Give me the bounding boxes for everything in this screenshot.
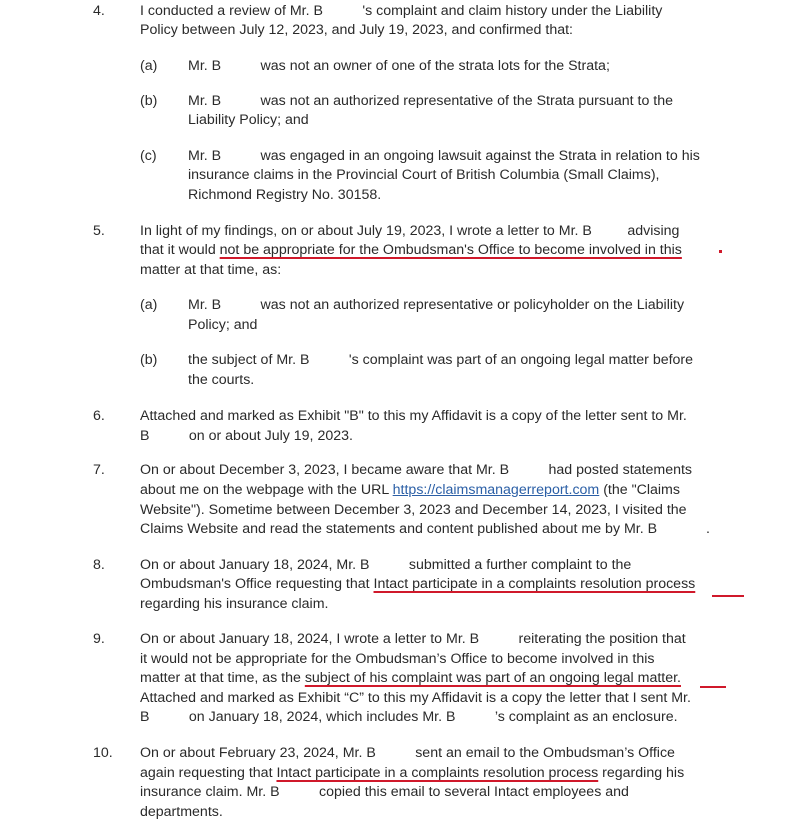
paragraph-text: Policy between July 12, 2023, and July 19, 2023, and confirmed that: xyxy=(140,22,573,38)
subitem-label: (b) xyxy=(140,93,158,109)
subitem-text: Richmond Registry No. 30158. xyxy=(188,187,382,203)
paragraph-text xyxy=(140,764,684,784)
paragraph-number: 6. xyxy=(93,408,105,424)
paragraph-text xyxy=(140,241,682,261)
subitem-label: (c) xyxy=(140,148,157,164)
plain-text: (the "Claims xyxy=(599,482,680,498)
plain-text: regarding his xyxy=(598,765,685,781)
plain-text: Ombudsman's Office requesting that xyxy=(140,576,374,592)
paragraph-number: 9. xyxy=(93,631,105,647)
paragraph-text xyxy=(140,669,681,689)
subitem-text: Mr. B was not an owner of one of the strata lots for the Strata; xyxy=(188,58,610,74)
paragraph-text: On or about February 23, 2024, Mr. B sent an email to the Ombudsman’s Office xyxy=(140,745,675,761)
paragraph-number: 4. xyxy=(93,3,105,19)
red-underline-extension xyxy=(700,686,726,688)
subitem-label: (a) xyxy=(140,58,158,74)
subitem-text: Mr. B was not an authorized representative or policyholder on the Liability xyxy=(188,297,685,313)
paragraph-text: . xyxy=(706,521,710,537)
plain-text: again requesting that xyxy=(140,765,277,781)
paragraph-number: 5. xyxy=(93,223,105,239)
underlined-text: not be appropriate for the Ombudsman's Office to become involved in this xyxy=(219,242,682,258)
subitem-text: Mr. B was engaged in an ongoing lawsuit against the Strata in relation to his xyxy=(188,148,700,164)
paragraph-text: it would not be appropriate for the Ombudsman’s Office to become involved in this xyxy=(140,651,655,667)
underlined-text: Intact participate in a complaints resolution process xyxy=(373,576,696,592)
paragraph-text: In light of my findings, on or about July 19, 2023, I wrote a letter to Mr. B advising xyxy=(140,223,680,239)
paragraph-number: 8. xyxy=(93,557,105,573)
paragraph-text: Website"). Sometime between December 3, 2023 and December 14, 2023, I visited the xyxy=(140,502,687,518)
paragraph-text: B on January 18, 2024, which includes Mr. B ’s complaint as an enclosure. xyxy=(140,709,678,725)
paragraph-number: 10. xyxy=(93,745,113,761)
claims-website-link[interactable]: https://claimsmanagerreport.com xyxy=(392,482,600,498)
paragraph-text: I conducted a review of Mr. B 's complaint and claim history under the Liability xyxy=(140,3,663,19)
underlined-text: subject of his complaint was part of an ongoing legal matter. xyxy=(304,670,681,686)
subitem-text: the courts. xyxy=(188,372,255,388)
paragraph-text: On or about January 18, 2024, Mr. B submitted a further complaint to the xyxy=(140,557,632,573)
paragraph-text: On or about January 18, 2024, I wrote a letter to Mr. B reiterating the position that xyxy=(140,631,686,647)
subitem-text: Policy; and xyxy=(188,317,258,333)
underlined-text: Intact participate in a complaints resolution process xyxy=(276,765,599,781)
red-mark xyxy=(719,250,722,253)
red-underline-extension xyxy=(712,595,744,597)
paragraph-text xyxy=(140,481,680,501)
paragraph-text: Claims Website and read the statements and content published about me by Mr. B xyxy=(140,521,658,537)
subitem-text: Mr. B was not an authorized representative of the Strata pursuant to the xyxy=(188,93,674,109)
paragraph-text: matter at that time, as: xyxy=(140,262,282,278)
plain-text: matter at that time, as the xyxy=(140,670,305,686)
paragraph-text: On or about December 3, 2023, I became aware that Mr. B had posted statements xyxy=(140,462,693,478)
paragraph-text: departments. xyxy=(140,804,223,820)
plain-text: about me on the webpage with the URL xyxy=(140,482,393,498)
subitem-text: insurance claims in the Provincial Court of British Columbia (Small Claims), xyxy=(188,167,660,183)
subitem-text: Liability Policy; and xyxy=(188,112,309,128)
paragraph-text: insurance claim. Mr. B copied this email to several Intact employees and xyxy=(140,784,629,800)
paragraph-text: Attached and marked as Exhibit “C” to this my Affidavit is a copy the letter that I sent Mr. xyxy=(140,690,691,706)
plain-text: that it would xyxy=(140,242,220,258)
paragraph-number: 7. xyxy=(93,462,105,478)
paragraph-text: Attached and marked as Exhibit "B" to this my Affidavit is a copy of the letter sent to Mr. xyxy=(140,408,687,424)
subitem-label: (b) xyxy=(140,352,158,368)
subitem-text: the subject of Mr. B 's complaint was part of an ongoing legal matter before xyxy=(188,352,694,368)
paragraph-text: regarding his insurance claim. xyxy=(140,596,329,612)
paragraph-text: B on or about July 19, 2023. xyxy=(140,428,353,444)
paragraph-text xyxy=(140,575,695,595)
subitem-label: (a) xyxy=(140,297,158,313)
